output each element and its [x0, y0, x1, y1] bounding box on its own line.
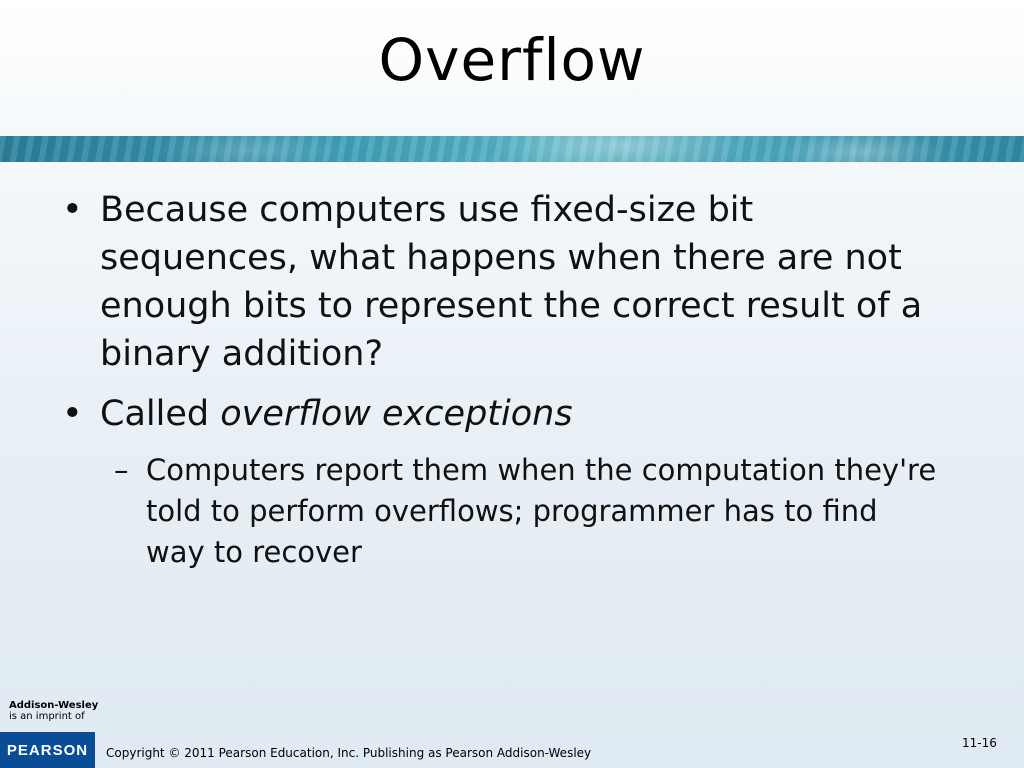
pearson-logo: PEARSON	[0, 732, 95, 768]
bullet-marker: •	[62, 190, 83, 230]
bullet-item	[62, 186, 942, 378]
sub-bullet-text: Computers report them when the computation they're told to perform overflows; programmer has to find way to recover	[146, 453, 937, 569]
bullet-marker: •	[62, 394, 83, 434]
imprint-subtitle: is an imprint of	[9, 711, 85, 722]
bullet-prefix: Called	[100, 394, 221, 434]
bullet-emphasis: overflow exceptions	[220, 394, 573, 434]
sub-bullet-item	[114, 450, 942, 573]
copyright-text: Copyright © 2011 Pearson Education, Inc. Publishing as Pearson Addison-Wesley	[106, 746, 592, 760]
imprint-name: Addison-Wesley	[9, 700, 99, 711]
decorative-water-band	[0, 136, 1024, 162]
slide-number: 11-16	[962, 736, 997, 750]
dash-marker: –	[114, 453, 129, 487]
bullet-text: Because computers use fixed-size bit sequences, what happens when there are not enough bits to represent the correct result of a binary addition?	[100, 190, 923, 374]
slide-content	[62, 186, 942, 573]
slide-title: Overflow	[378, 26, 646, 94]
bullet-item	[62, 390, 942, 438]
imprint-text	[0, 700, 110, 722]
bullet-text	[100, 390, 942, 438]
